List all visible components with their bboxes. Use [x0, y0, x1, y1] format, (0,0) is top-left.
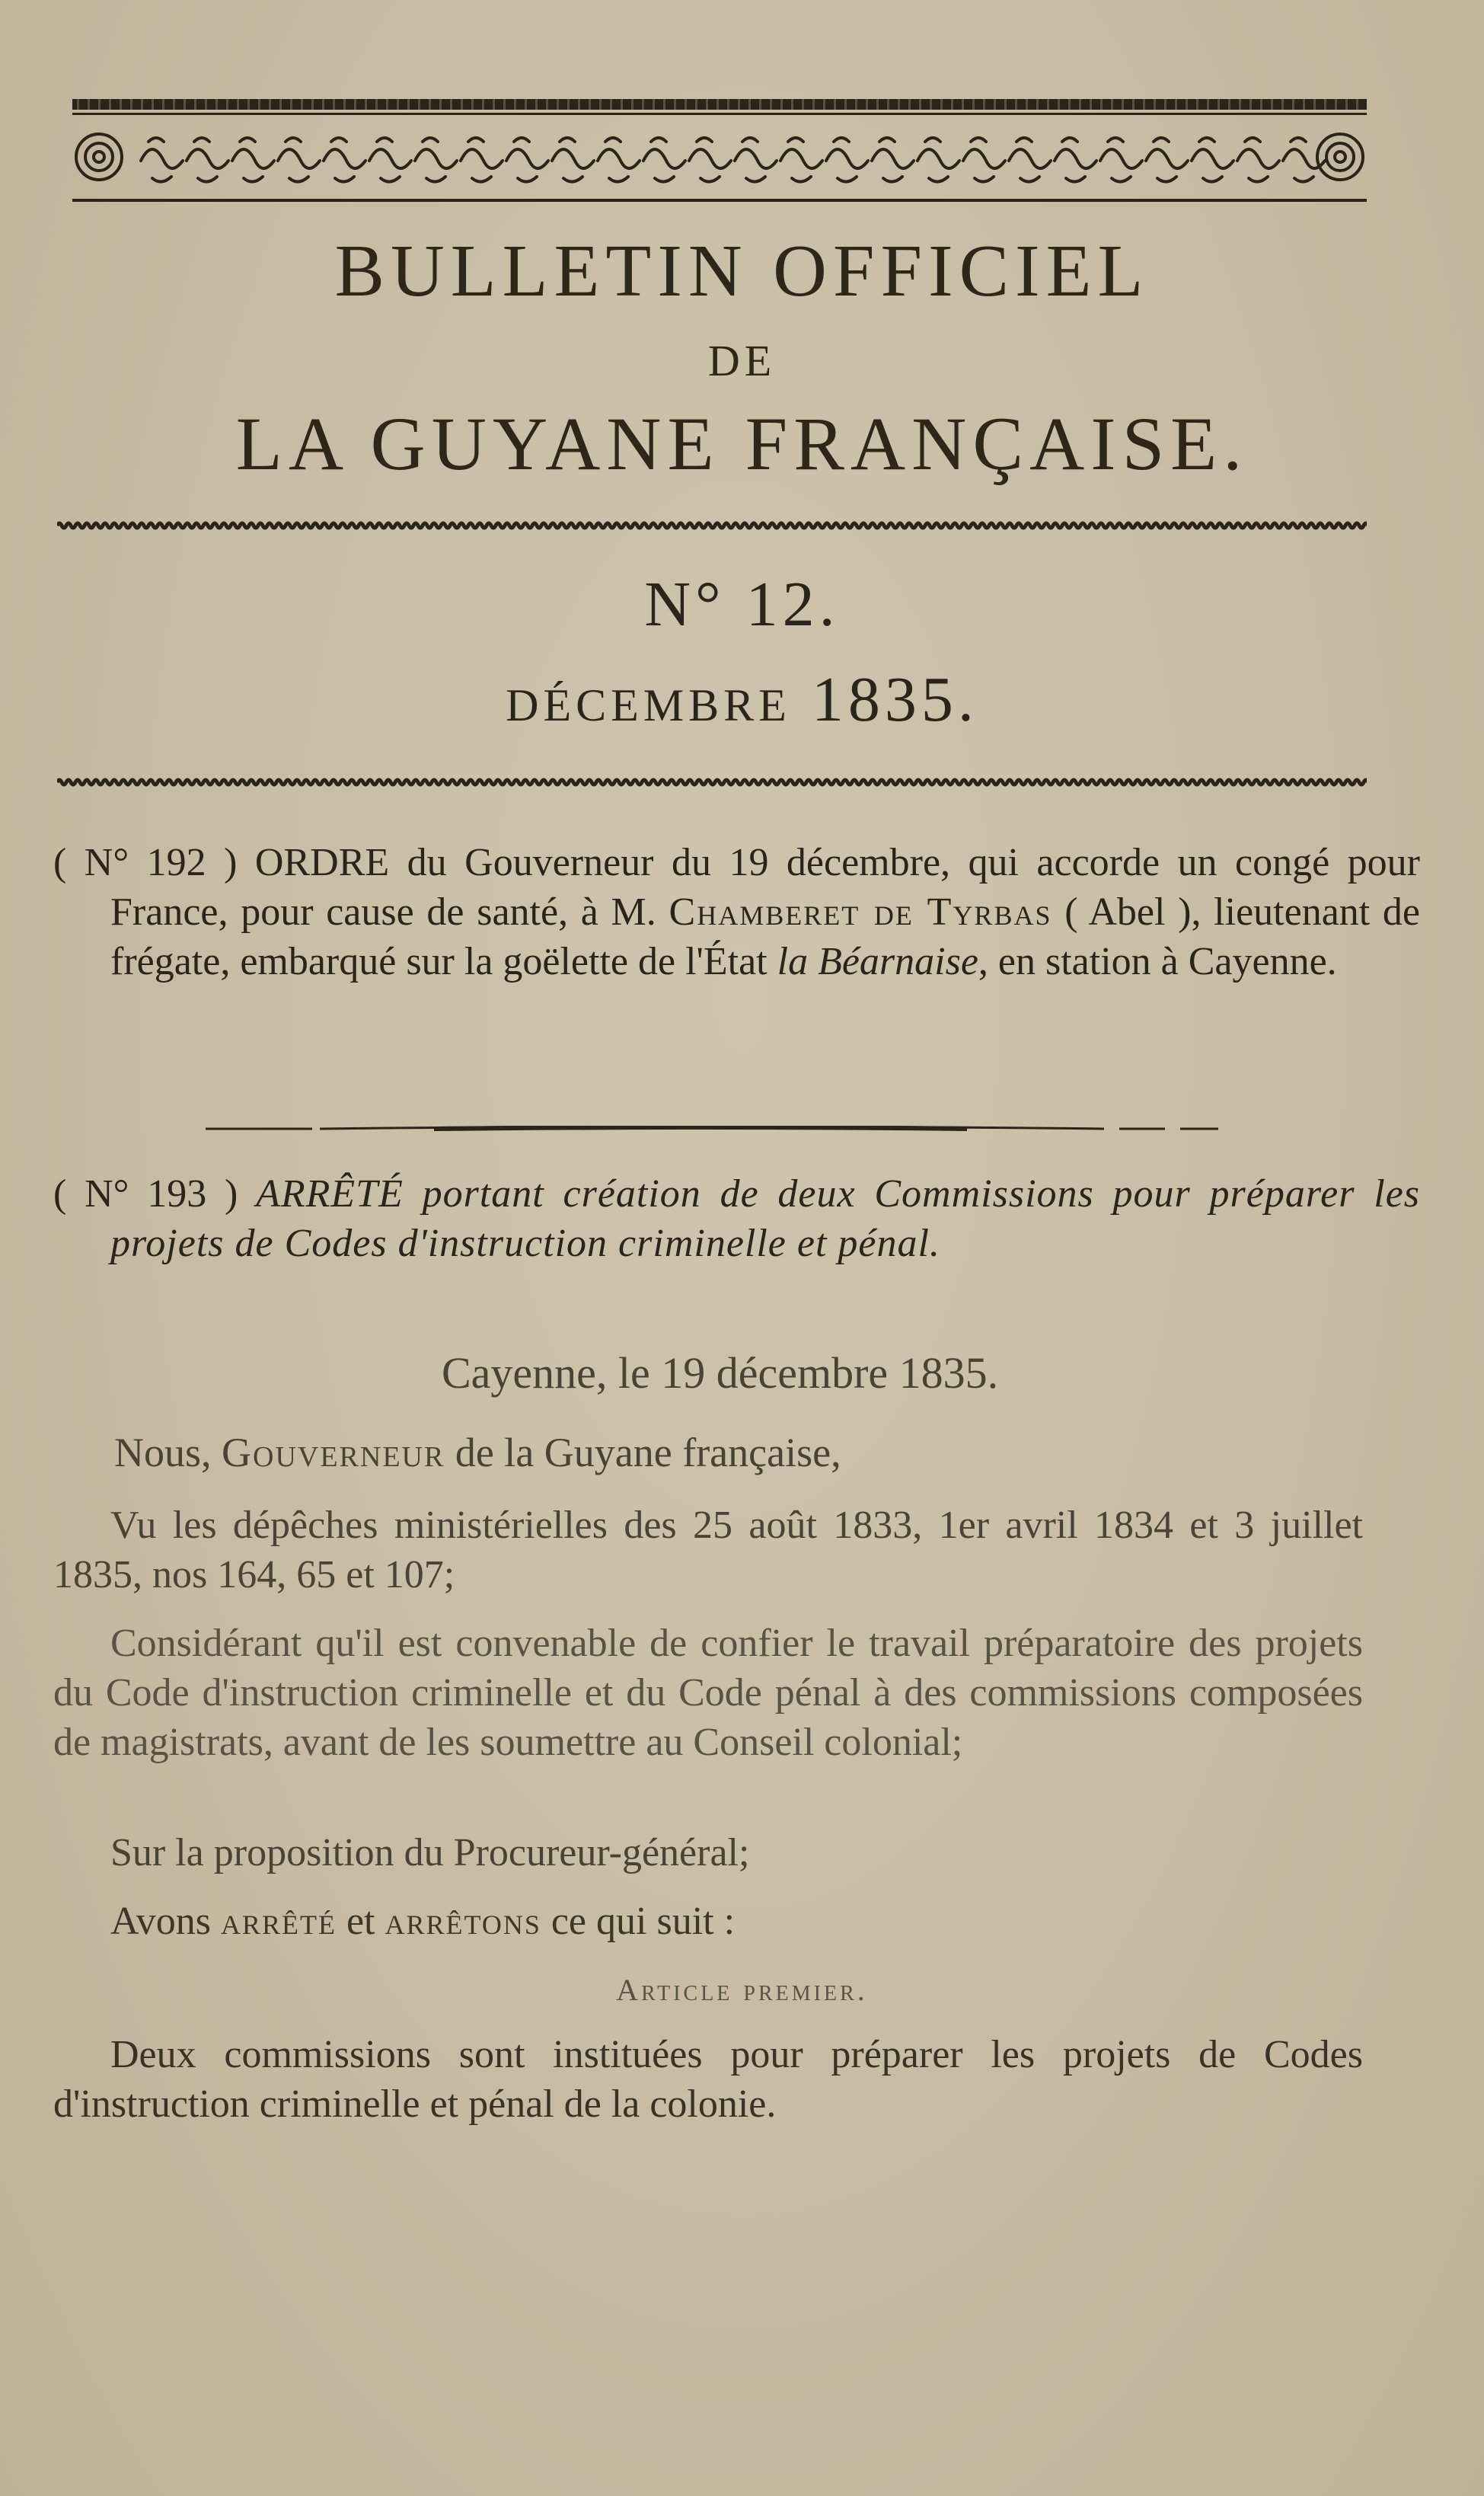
avons-mid: et [346, 1900, 375, 1943]
entry-193-number: ( N° 193 ) [53, 1172, 238, 1216]
wavy-rule-bottom [57, 777, 1367, 788]
title-guyane-francaise: LA GUYANE FRANÇAISE. [235, 401, 1249, 486]
title-de: DE [707, 336, 777, 385]
section-divider [206, 1126, 1218, 1132]
nous-text-b: de la Guyane française, [455, 1430, 841, 1475]
issue-number: N° 12. [644, 569, 840, 640]
avons-arrete-paragraph [53, 1897, 1363, 1946]
issue-date [0, 663, 1484, 737]
article-premier-heading: Article premier. [616, 1973, 868, 2007]
avons-arrete: arrêté [220, 1900, 337, 1943]
issue-month: DÉCEMBRE [506, 680, 791, 730]
nous-gouverneur-title: Gouverneur [222, 1430, 445, 1475]
vu-paragraph: Vu les dépêches ministérielles des 25 août 1833, 1er avril 1834 et 3 juillet 1835, nos 164, 65 et 107; [53, 1504, 1363, 1596]
entry-193 [53, 1169, 1420, 1268]
nous-text-a: Nous, [114, 1430, 212, 1475]
entry-192 [53, 838, 1420, 986]
ornament-rule-thin [72, 113, 1367, 115]
entry-193-heading: ARRÊTÉ portant création de deux Commissions pour préparer les projets de Codes d'instruction criminelle et pénal. [110, 1172, 1421, 1265]
deux-commissions-paragraph: Deux commissions sont instituées pour préparer les projets de Codes d'instruction criminelle et pénal de la colonie. [53, 2033, 1363, 2126]
entry-192-keyword: ORDRE [254, 841, 390, 884]
entry-192-text-b: ( Abel ), lieutenant de frégate, embarqué sur la goëlette de l'État [110, 890, 1421, 983]
place-date: Cayenne, le 19 décembre 1835. [442, 1348, 999, 1398]
avons-arretons: arrêtons [385, 1900, 541, 1943]
sur-la-proposition-paragraph: Sur la proposition du Procureur-général; [110, 1831, 750, 1874]
entry-192-text-c: , en station à Cayenne. [978, 940, 1337, 983]
wavy-rule-top [57, 520, 1367, 531]
avons-text-a: Avons [110, 1900, 211, 1943]
ornament-rule-bottom [72, 199, 1367, 202]
ornament-scroll-pattern [72, 119, 1367, 195]
nous-gouverneur [114, 1428, 1332, 1478]
avons-text-b: ce qui suit : [551, 1900, 736, 1943]
issue-year: 1835. [811, 664, 978, 735]
entry-192-person-name: Chamberet de Tyrbas [669, 890, 1052, 934]
entry-192-number: ( N° 192 ) [53, 841, 238, 884]
ornamental-header-band [72, 99, 1367, 202]
entry-192-text-a: du Gouverneur du 19 décembre, qui accorde un congé pour France, pour cause de santé, à M. [110, 841, 1420, 934]
entry-192-ship-name: la Béarnaise [777, 940, 978, 983]
ornament-rule-top [72, 99, 1367, 110]
considerant-paragraph: Considérant qu'il est convenable de confier le travail préparatoire des projets du Code d'instruction criminelle et du Code pénal à des commissions composées de magistrats, avant de les soumettre au Conseil colonial; [53, 1622, 1363, 1764]
title-bulletin-officiel: BULLETIN OFFICIEL [334, 230, 1150, 312]
